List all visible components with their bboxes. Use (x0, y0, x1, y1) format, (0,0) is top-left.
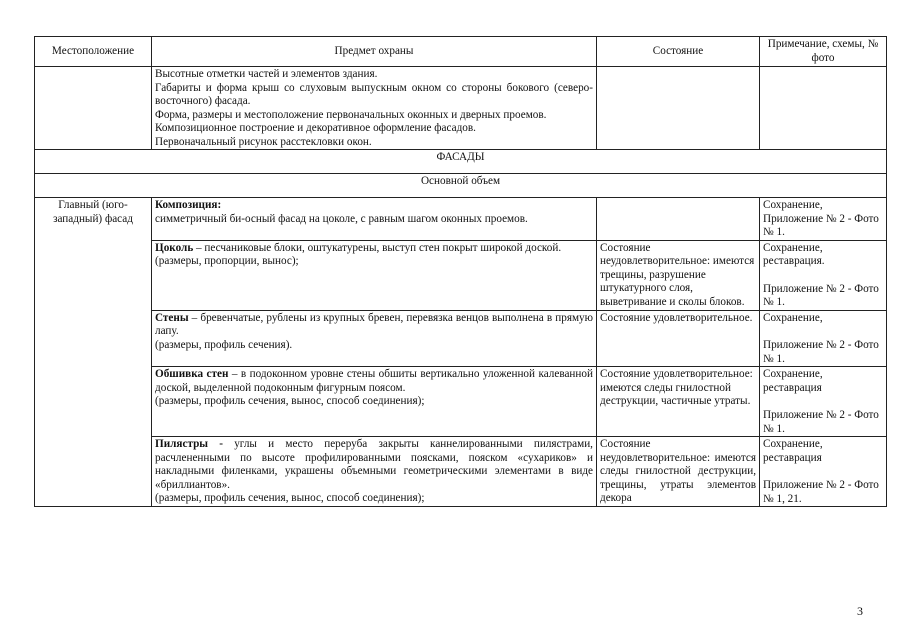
intro-subject-cell (152, 67, 597, 150)
subject-cell (152, 198, 597, 241)
state-cell (597, 198, 760, 241)
row-text: – песчаниковые блоки, оштукатурены, выступ стен покрыт широкой доской. (193, 241, 562, 254)
note-cell (760, 367, 887, 437)
intro-location-cell (35, 67, 152, 150)
table-row (35, 367, 887, 437)
table-row (35, 240, 887, 310)
note-reference: Приложение № 2 - Фото № 1. (763, 282, 879, 308)
location-cell: Главный (юго-западный) фасад (35, 198, 152, 507)
row-title: Пилястры - (155, 438, 223, 450)
header-location: Местоположение (35, 37, 152, 67)
intro-line: Форма, размеры и местоположение первоначальных оконных и дверных проемов. (155, 108, 547, 121)
note-action: Сохранение, реставрация. (763, 241, 825, 267)
subject-cell (152, 310, 597, 367)
section-title: ФАСАДЫ (35, 150, 887, 174)
note-action: Сохранение, (763, 311, 823, 324)
header-state: Состояние (597, 37, 760, 67)
row-params: (размеры, профиль сечения). (155, 338, 293, 351)
note-action: Сохранение, (763, 199, 823, 211)
row-params: (размеры, пропорции, вынос); (155, 255, 299, 267)
table-row (35, 437, 887, 507)
row-text: – в подоконном уровне стены обшиты вертикально уложенной калеванной доской, выделенной подоконным фигурным поясом. (155, 368, 593, 394)
state-cell: Состояние удовлетворительное: имеются следы гнилостной деструкции, частичные утраты. (597, 367, 760, 437)
intro-note-cell (760, 67, 887, 150)
state-cell: Состояние удовлетворительное. (597, 310, 760, 367)
note-cell (760, 198, 887, 241)
row-title: Стены (155, 311, 189, 324)
row-params: (размеры, профиль сечения, вынос, способ соединения); (155, 395, 425, 407)
table-row (35, 198, 887, 241)
note-action: Сохранение, реставрация (763, 438, 823, 464)
intro-line: Композиционное построение и декоративное оформление фасадов. (155, 122, 476, 134)
intro-line: Первоначальный рисунок расстекловки окон. (155, 135, 372, 148)
note-cell (760, 240, 887, 310)
note-reference: Приложение № 2 - Фото № 1. (763, 212, 879, 238)
intro-state-cell (597, 67, 760, 150)
note-cell (760, 437, 887, 507)
note-reference: Приложение № 2 - Фото № 1, 21. (763, 479, 879, 505)
note-action: Сохранение, реставрация (763, 368, 823, 394)
page-number: 3 (857, 604, 863, 618)
table-header-row (35, 37, 887, 67)
note-reference: Приложение № 2 - Фото № 1. (763, 409, 879, 435)
row-text: углы и место переруба закрыты каннелированными пилястрами, расчлененными по высоте профилированными поясками, пояском «сухариков» и накладными филенками, украшены объемными геометрическими элементами в виде «бриллиантов». (155, 438, 593, 491)
state-cell: Состояние неудовлетворительное: имеются следы гнилостной деструкции, трещины, утраты элементов декора (597, 437, 760, 507)
protection-subject-table (34, 36, 887, 507)
row-params: (размеры, профиль сечения, вынос, способ соединения); (155, 492, 425, 504)
subject-cell (152, 240, 597, 310)
row-text: – бревенчатые, рублены из крупных бревен, перевязка венцов выполнена в прямую лапу. (155, 311, 593, 337)
section-row (35, 150, 887, 174)
row-text: симметричный би-осный фасад на цоколе, с равным шагом оконных проемов. (155, 212, 528, 225)
intro-line: Высотные отметки частей и элементов здания. (155, 68, 378, 80)
row-title: Композиция: (155, 199, 222, 211)
subject-cell (152, 437, 597, 507)
row-title: Обшивка стен (155, 368, 229, 380)
intro-line: Габариты и форма крыш со слуховым выпускным окном со стороны бокового (северо-восточного) фасада. (155, 81, 593, 107)
note-reference: Приложение № 2 - Фото № 1. (763, 339, 879, 365)
subject-cell (152, 367, 597, 437)
intro-row (35, 67, 887, 150)
subsection-row (35, 174, 887, 198)
note-cell (760, 310, 887, 367)
state-cell: Состояние неудовлетворительное: имеются трещины, разрушение штукатурного слоя, выветривание и сколы блоков. (597, 240, 760, 310)
header-subject: Предмет охраны (152, 37, 597, 67)
subsection-title: Основной объем (35, 174, 887, 198)
row-title: Цоколь (155, 241, 194, 254)
header-note: Примечание, схемы, № фото (760, 37, 887, 67)
table-row (35, 310, 887, 367)
